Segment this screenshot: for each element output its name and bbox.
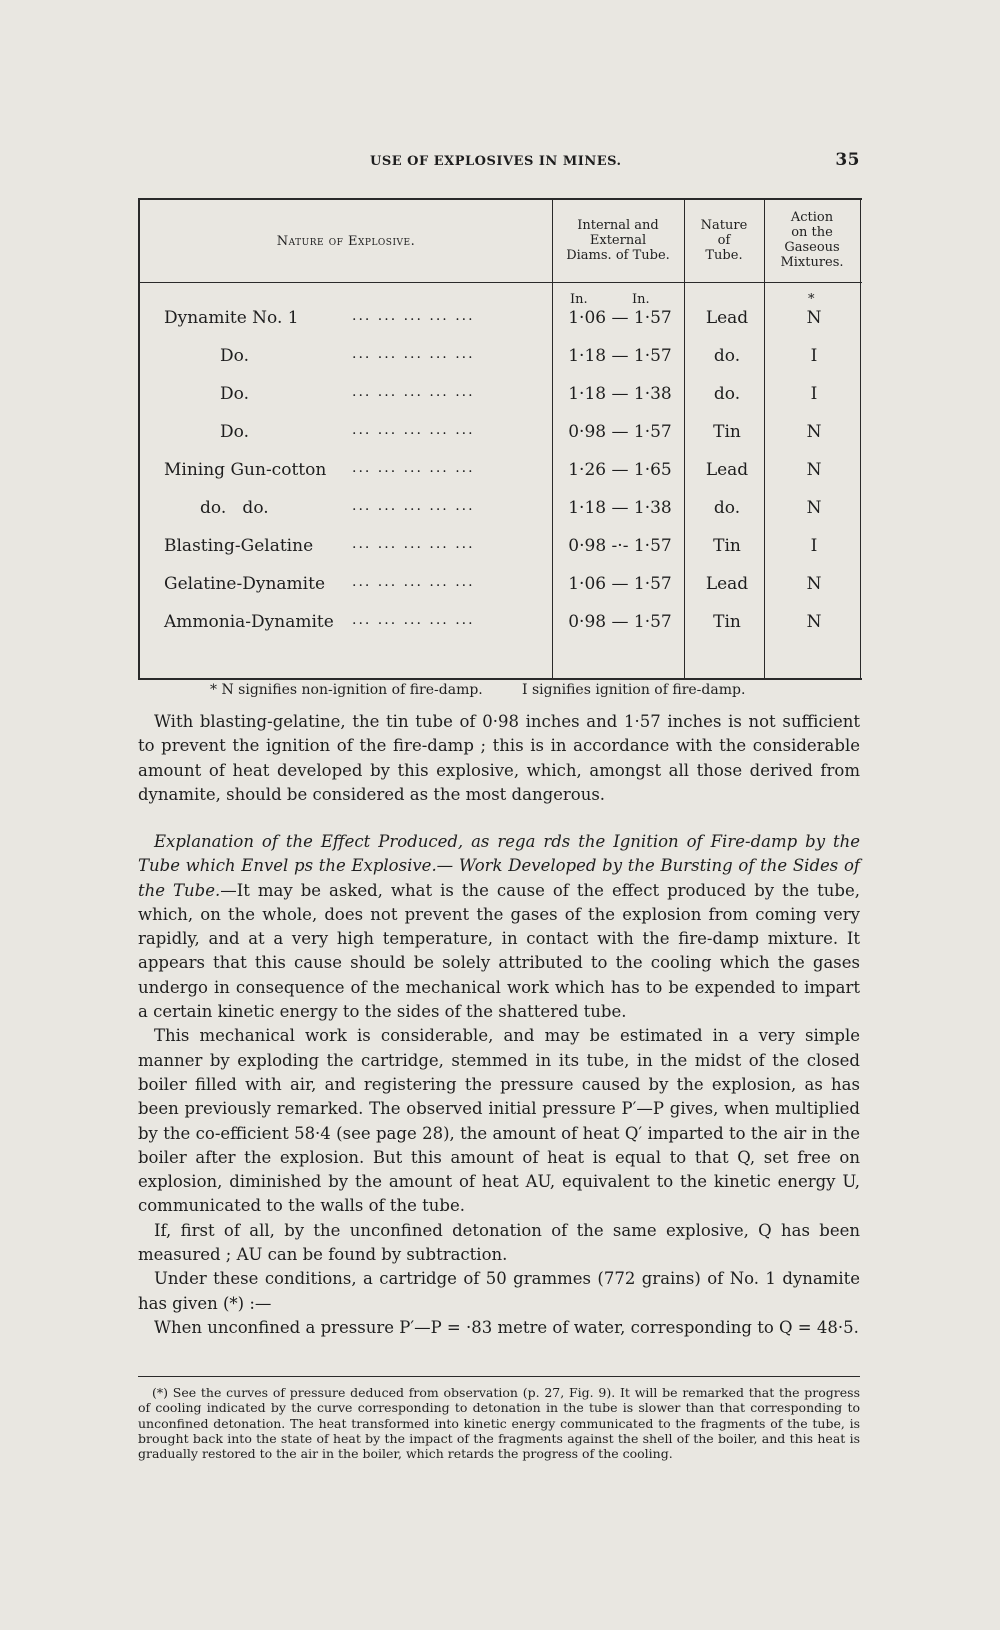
explosive-name: do. do. — [200, 498, 269, 518]
paragraph-text: —It may be asked, what is the cause of the effect produced by the tube, which, on the whole, does not prevent the gases of the explosion from coming very rapidly, and at a very high temperature, in contact with the fire-damp mixture. It appears that this cause should be solely attributed to the cooling which the gases undergo in consequence of the mechanical work which has to be expended to impart a certain kinetic energy to the sides of the shattered tube. — [138, 880, 860, 1022]
tube-material: Lead — [705, 574, 749, 594]
tube-material: do. — [713, 384, 741, 404]
section-heading: Explanation of the Effect Produced, as rega rds the Ignition of Fire-damp by the Tube which Envel ps the Explosive.— Work Developed by the Bursting of the Sides of the Tube. — [138, 832, 860, 900]
tube-material: Lead — [705, 308, 749, 328]
paragraph: When unconfined a pressure P′—P = ·83 metre of water, corresponding to Q = 48·5. — [154, 1317, 859, 1337]
paragraph — [138, 830, 860, 1024]
footnote-text: (*) See the curves of pressure deduced from observation (p. 27, Fig. 9). It will be remarked that the progress of cooling indicated by the curve corresponding to detonation in the tube is slower than that corresponding to unconfined detonation. The heat transformed into kinetic energy communicated to the fragments of the tube, is brought back into the state of heat by the impact of the fragments against the shell of the boiler, and this heat is gradually restored to the air in the boiler, which retards the progress of the cooling. — [138, 1385, 860, 1462]
action-code: N — [806, 612, 822, 632]
explosive-name: Do. — [220, 422, 249, 442]
action-code: N — [806, 460, 822, 480]
table-row — [140, 612, 862, 648]
header-action-line: on the — [791, 225, 833, 240]
unit-label: In. — [632, 292, 650, 307]
table-row — [140, 460, 862, 496]
explosive-name: Gelatine-Dynamite — [164, 574, 326, 594]
explosives-table — [138, 198, 862, 680]
explosive-name: Do. — [220, 384, 249, 404]
page-number: 35 — [835, 150, 860, 170]
action-code: N — [806, 308, 822, 328]
footnote-marker: * — [808, 292, 815, 307]
table-row — [140, 308, 862, 344]
leader-dots: ... ... ... ... ... — [352, 498, 475, 514]
tube-material: Tin — [713, 612, 741, 632]
leader-dots: ... ... ... ... ... — [352, 460, 475, 476]
header-action-line: Mixtures. — [780, 255, 844, 270]
leader-dots: ... ... ... ... ... — [352, 536, 475, 552]
table-note-n: * N signifies non-ignition of fire-damp. — [210, 682, 483, 698]
tube-diameters: 1·06 — 1·57 — [568, 308, 672, 328]
unit-label: In. — [570, 292, 588, 307]
header-diams-line: Diams. of Tube. — [566, 248, 670, 263]
paragraph: Under these conditions, a cartridge of 50 grammes (772 grains) of No. 1 dynamite has given (*) :— — [138, 1269, 860, 1313]
tube-material: do. — [713, 346, 741, 366]
main-text — [138, 830, 860, 1340]
explosive-name: Blasting-Gelatine — [164, 536, 314, 556]
footnote — [138, 1385, 860, 1461]
tube-diameters: 1·18 — 1·38 — [568, 498, 672, 518]
tube-diameters: 1·26 — 1·65 — [568, 460, 672, 480]
tube-material: Tin — [713, 536, 741, 556]
header-diams — [552, 218, 684, 263]
explosive-name: Do. — [220, 346, 249, 366]
leader-dots: ... ... ... ... ... — [352, 422, 475, 438]
action-code: N — [806, 498, 822, 518]
leader-dots: ... ... ... ... ... — [352, 346, 475, 362]
header-action-line: Gaseous — [784, 240, 840, 255]
table-row — [140, 384, 862, 420]
main-text — [138, 710, 860, 807]
table-row — [140, 346, 862, 382]
leader-dots: ... ... ... ... ... — [352, 612, 475, 628]
leader-dots: ... ... ... ... ... — [352, 384, 475, 400]
tube-material: do. — [713, 498, 741, 518]
header-rule — [140, 282, 862, 283]
header-tube-line: Nature — [700, 218, 748, 233]
paragraph: If, first of all, by the unconfined detonation of the same explosive, Q has been measured ; AU can be found by subtraction. — [138, 1220, 860, 1265]
paragraph: With blasting-gelatine, the tin tube of 0·98 inches and 1·57 inches is not sufficient to prevent the ignition of the fire-damp ; this is in accordance with the considerable amount of heat developed by this explosive, which, amongst all those derived from dynamite, should be considered as the most dangerous. — [138, 712, 860, 804]
running-title: USE OF EXPLOSIVES IN MINES. — [370, 154, 622, 169]
tube-diameters: 1·18 — 1·57 — [568, 346, 672, 366]
action-code: N — [806, 422, 822, 442]
action-code: N — [806, 574, 822, 594]
header-tube-line: of — [717, 233, 731, 248]
header-action — [764, 210, 860, 270]
header-diams-line: External — [589, 233, 647, 248]
tube-diameters: 0·98 -·- 1·57 — [568, 536, 672, 556]
tube-diameters: 1·06 — 1·57 — [568, 574, 672, 594]
table-row — [140, 498, 862, 534]
paragraph: This mechanical work is considerable, and may be estimated in a very simple manner by exploding the cartridge, stemmed in its tube, in the midst of the closed boiler filled with air, and registering the pressure caused by the explosion, as has been previously remarked. The observed initial pressure P′—P gives, when multiplied by the co-efficient 58·4 (see page 28), the amount of heat Q′ imparted to the air in the boiler after the explosion. But this amount of heat is equal to that Q, set free on explosion, diminished by the amount of heat AU, equivalent to the kinetic energy U, communicated to the walls of the tube. — [138, 1026, 860, 1216]
explosive-name: Mining Gun-cotton — [164, 460, 327, 480]
table-note-i: I signifies ignition of fire-damp. — [522, 682, 746, 698]
header-diams-line: Internal and — [577, 218, 659, 233]
table-row — [140, 536, 862, 572]
tube-diameters: 0·98 — 1·57 — [568, 422, 672, 442]
footnote-rule — [138, 1376, 860, 1377]
header-nature: Nature of Explosive. — [276, 234, 416, 249]
tube-diameters: 1·18 — 1·38 — [568, 384, 672, 404]
header-action-line: Action — [790, 210, 834, 225]
header-tube — [684, 218, 764, 263]
tube-material: Lead — [705, 460, 749, 480]
tube-diameters: 0·98 — 1·57 — [568, 612, 672, 632]
leader-dots: ... ... ... ... ... — [352, 574, 475, 590]
action-code: I — [810, 346, 818, 366]
action-code: I — [810, 536, 818, 556]
explosive-name: Ammonia-Dynamite — [164, 612, 334, 632]
leader-dots: ... ... ... ... ... — [352, 308, 475, 324]
table-row — [140, 574, 862, 610]
table-row — [140, 422, 862, 458]
tube-material: Tin — [713, 422, 741, 442]
header-tube-line: Tube. — [705, 248, 743, 263]
explosive-name: Dynamite No. 1 — [164, 308, 299, 328]
action-code: I — [810, 384, 818, 404]
